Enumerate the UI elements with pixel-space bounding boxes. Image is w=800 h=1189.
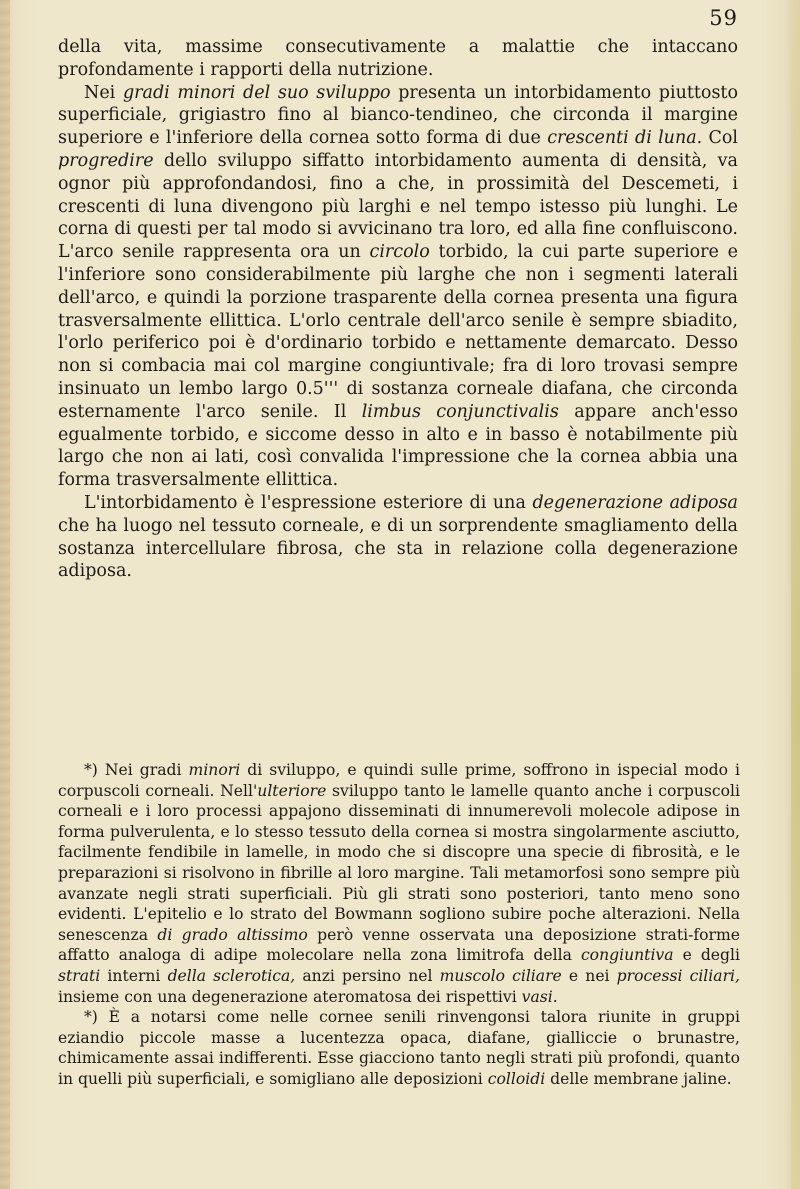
footnote-1: *) Nei gradi minori di sviluppo, e quindi sulle prime, soffrono in ispecial modo i corpuscoli corneali. Nell'ulteriore sviluppo tanto le lamelle quanto anche i corpuscoli corneali e i loro processi appajono disseminati di innumerevoli molecole adipose in forma pulverulenta, e lo stesso tessuto della cornea si mostra singolarmente asciutto, facilmente fendibile in lamelle, in modo che si discopre una specie di fibrosità, e le preparazioni si risolvono in fibrille al loro margine. Tali metamorfosi sono sempre più avanzate negli strati superficiali. Più gli strati sono posteriori, tanto meno sono evidenti. L'epitelio e lo strato del Bowmann sogliono subire poche alterazioni. Nella senescenza di grado altissimo però venne osservata una deposizione strati-forme affatto analoga di adipe molecolare nella zona limitrofa della congiuntiva e degli strati interni della sclerotica, anzi persino nel muscolo ciliare e nei processi ciliari, insieme con una degenerazione ateromatosa dei rispettivi vasi. (58, 761, 740, 1006)
footnote-2: *) È a notarsi come nelle cornee senili rinvengonsi talora riunite in gruppi eziandio piccole masse a lucentezza opaca, diafane, gialliccie o brunastre, chimicamente assai indifferenti. Esse giacciono tanto negli strati più profondi, quanto in quelli più superficiali, e somigliano alle deposizioni colloidi delle membrane jaline. (58, 1008, 740, 1088)
paragraph-1: della vita, massime consecutivamente a malattie che intaccano profondamente i rapporti della nutrizione. (58, 37, 738, 80)
page-number: 59 (709, 6, 738, 30)
main-text (58, 36, 738, 583)
page-gutter (0, 0, 10, 1189)
footnotes (58, 760, 740, 1090)
page-edge (791, 0, 800, 1189)
paragraph-3: L'intorbidamento è l'espressione esteriore di una degenerazione adiposa che ha luogo nel tessuto corneale, e di un sorprendente smagliamento della sostanza intercellulare fibrosa, che sta in relazione colla degenerazione adiposa. (58, 492, 738, 582)
paragraph-2: Nei gradi minori del suo sviluppo presenta un intorbidamento piuttosto superficiale, grigiastro fino al bianco-tendineo, che circonda il margine superiore e l'inferiore della cornea sotto forma di due crescenti di luna. Col progredire dello sviluppo siffatto intorbidamento aumenta di densità, va ognor più approfondandosi, fino a che, in prossimità del Descemeti, i crescenti di luna divengono più larghi e nel tempo istesso più lunghi. Le corna di questi per tal modo si avvicinano tra loro, ed alla fine confluiscono. L'arco senile rappresenta ora un circolo torbido, la cui parte superiore e l'inferiore sono considerabilmente più larghe che non i segmenti laterali dell'arco, e quindi la porzione trasparente della cornea presenta una figura trasversalmente ellittica. L'orlo centrale dell'arco senile è sempre sbiadito, l'orlo periferico poi è d'ordinario torbido e nettamente demarcato. Desso non si combacia mai col margine congiuntivale; fra di loro trovasi sempre insinuato un lembo largo 0.5''' di sostanza corneale diafana, che circonda esternamente l'arco senile. Il limbus conjunctivalis appare anch'esso egualmente torbido, e siccome desso in alto e in basso è notabilmente più largo che non ai lati, così convalida l'impressione che la cornea abbia una forma trasversalmente ellittica. (58, 82, 739, 491)
